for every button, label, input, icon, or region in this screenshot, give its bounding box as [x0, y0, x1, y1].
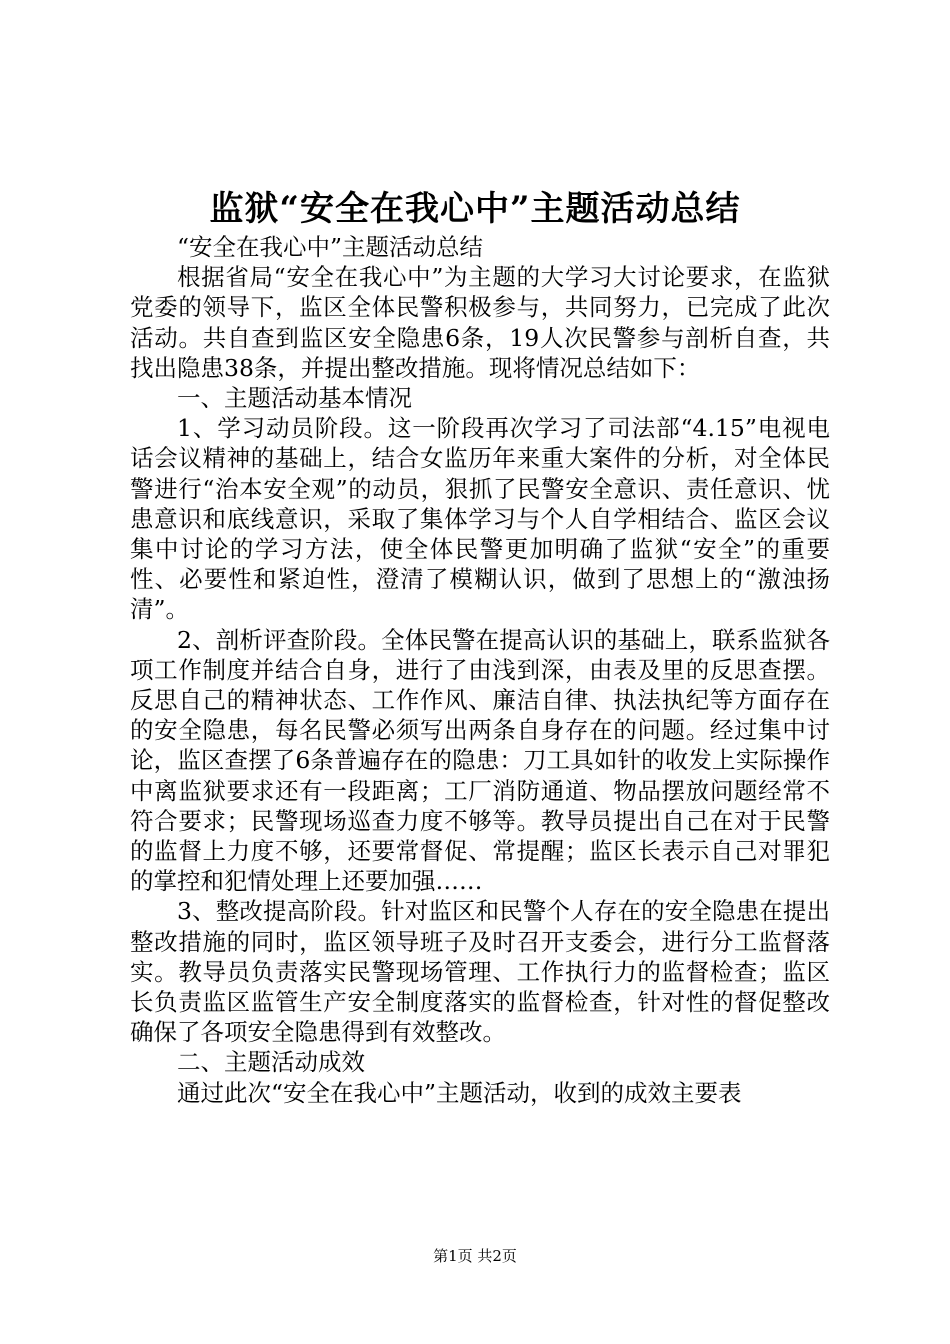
paragraph-stage-2: 2、剖析评查阶段。全体民警在提高认识的基础上，联系监狱各项工作制度并结合自身，进行了由浅到深，由表及里的反思查摆。反思自己的精神状态、工作作风、廉洁自律、执法执纪等方面存在的安全隐患，每名民警必须写出两条自身存在的问题。经过集中讨论，监区查摆了6条普遍存在的隐患：刀工具如针的收发上实际操作中离监狱要求还有一段距离；工厂消防通道、物品摆放问题经常不符合要求；民警现场巡查力度不够等。教导员提出自己在对于民警的监督上力度不够，还要常督促、常提醒；监区长表示自己对罪犯的掌控和犯情处理上还要加强……: [130, 625, 830, 896]
document-title: 监狱“安全在我心中”主题活动总结: [209, 189, 741, 229]
paragraph-intro: 根据省局“安全在我心中”为主题的大学习大讨论要求，在监狱党委的领导下，监区全体民警积极参与，共同努力，已完成了此次活动。共自查到监区安全隐患6条，19人次民警参与剖析自查，共找出隐患38条，并提出整改措施。现将情况总结如下：: [130, 263, 830, 382]
paragraph-stage-3: 3、整改提高阶段。针对监区和民警个人存在的安全隐患在提出整改措施的同时，监区领导班子及时召开支委会，进行分工监督落实。教导员负责落实民警现场管理、工作执行力的监督检查；监区长负责监区监管生产安全制度落实的监督检查，针对性的督促整改确保了各项安全隐患得到有效整改。: [130, 897, 830, 1047]
paragraph-stage-1: 1、学习动员阶段。这一阶段再次学习了司法部“4.15”电视电话会议精神的基础上，结合女监历年来重大案件的分析，对全体民警进行“治本安全观”的动员，狠抓了民警安全意识、责任意识、忧患意识和底线意识，采取了集体学习与个人自学相结合、监区会议集中讨论的学习方法，使全体民警更加明确了监狱“安全”的重要性、必要性和紧迫性，澄清了模糊认识，做到了思想上的“激浊扬清”。: [130, 414, 830, 624]
page-number-footer: 第1页 共2页: [433, 1247, 517, 1265]
paragraph-subtitle: “安全在我心中”主题活动总结: [177, 233, 484, 261]
paragraph-results: 通过此次“安全在我心中”主题活动，收到的成效主要表: [177, 1078, 742, 1107]
section-heading-results: 二、主题活动成效: [177, 1048, 365, 1077]
document-body: [130, 232, 830, 1108]
section-heading-basic-situation: 一、主题活动基本情况: [177, 384, 412, 413]
